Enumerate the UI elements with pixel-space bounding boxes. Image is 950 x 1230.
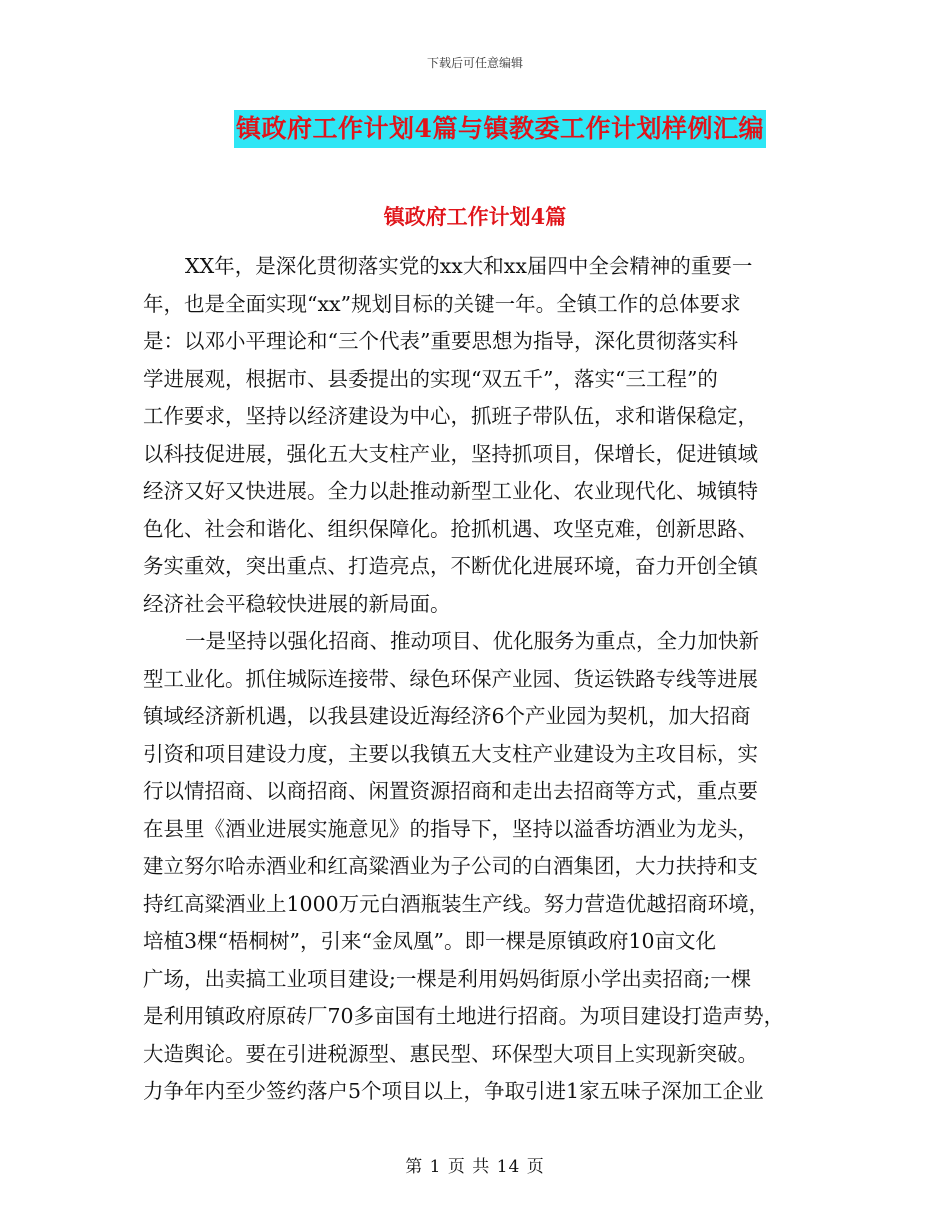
paragraph-line: 镇域经济新机遇，以我县建设近海经济6个产业园为契机，加大招商 (143, 704, 751, 728)
paragraph-line: 引资和项目建设力度，主要以我镇五大支柱产业建设为主攻目标，实 (143, 741, 758, 766)
section-title: 镇政府工作计划4篇 (383, 204, 567, 229)
paragraph-line: 行以情招商、以商招商、闲置资源招商和走出去招商等方式，重点要 (143, 779, 758, 803)
paragraph-line: 培植3棵“梧桐树”，引来“金凤凰”。即一棵是原镇政府10亩文化 (143, 929, 717, 953)
paragraph-line: 广场，出卖搞工业项目建设;一棵是利用妈妈街原小学出卖招商;一棵 (143, 966, 752, 991)
paragraph-line: 以科技促进展，强化五大支柱产业，坚持抓项目，保增长，促进镇域 (143, 441, 758, 466)
header-note: 下载后可任意编辑 (426, 56, 523, 70)
paragraph-line: 在县里《酒业进展实施意见》的指导下，坚持以溢香坊酒业为龙头， (143, 816, 758, 841)
paragraph-line: 色化、社会和谐化、组织保障化。抢抓机遇、攻坚克难，创新思路、 (143, 516, 758, 541)
paragraph-line: 年，也是全面实现“xx”规划目标的关键一年。全镇工作的总体要求 (143, 291, 741, 316)
paragraph-line: 经济社会平稳较快进展的新局面。 (143, 591, 451, 616)
paragraph-line: 学进展观，根据市、县委提出的实现“双五千”，落实“三工程”的 (143, 366, 718, 391)
paragraph-line: 是：以邓小平理论和“三个代表”重要思想为指导，深化贯彻落实科 (143, 329, 738, 353)
paragraph-line: 大造舆论。要在引进税源型、惠民型、环保型大项目上实现新突破。 (143, 1041, 758, 1066)
document-title: 镇政府工作计划4篇与镇教委工作计划样例汇编 (234, 110, 766, 148)
paragraph-line: 务实重效，突出重点、打造亮点，不断优化进展环境，奋力开创全镇 (143, 554, 758, 578)
paragraph-line: 建立努尔哈赤酒业和红高粱酒业为子公司的白酒集团，大力扶持和支 (143, 854, 758, 878)
document-body (143, 248, 813, 1111)
paragraph-line: 经济又好又快进展。全力以赴推动新型工业化、农业现代化、城镇特 (143, 479, 758, 503)
paragraph-line: 一是坚持以强化招商、推动项目、优化服务为重点，全力加快新 (185, 629, 759, 653)
document-title-container (0, 110, 950, 148)
paragraph-line: 工作要求，坚持以经济建设为中心，抓班子带队伍，求和谐保稳定， (143, 404, 758, 428)
paragraph-line: XX年，是深化贯彻落实党的xx大和xx届四中全会精神的重要一 (185, 254, 753, 278)
paragraph-line: 型工业化。抓住城际连接带、绿色环保产业园、货运铁路专线等进展 (143, 666, 758, 691)
page-number: 第 1 页 共 14 页 (405, 1157, 545, 1177)
paragraph-line: 持红高粱酒业上1000万元白酒瓶装生产线。努力营造优越招商环境， (143, 891, 770, 916)
paragraph-line: 力争年内至少签约落户5个项目以上，争取引进1家五味子深加工企业 (143, 1079, 764, 1103)
paragraph-line: 是利用镇政府原砖厂70多亩国有土地进行招商。为项目建设打造声势， (143, 1004, 785, 1028)
